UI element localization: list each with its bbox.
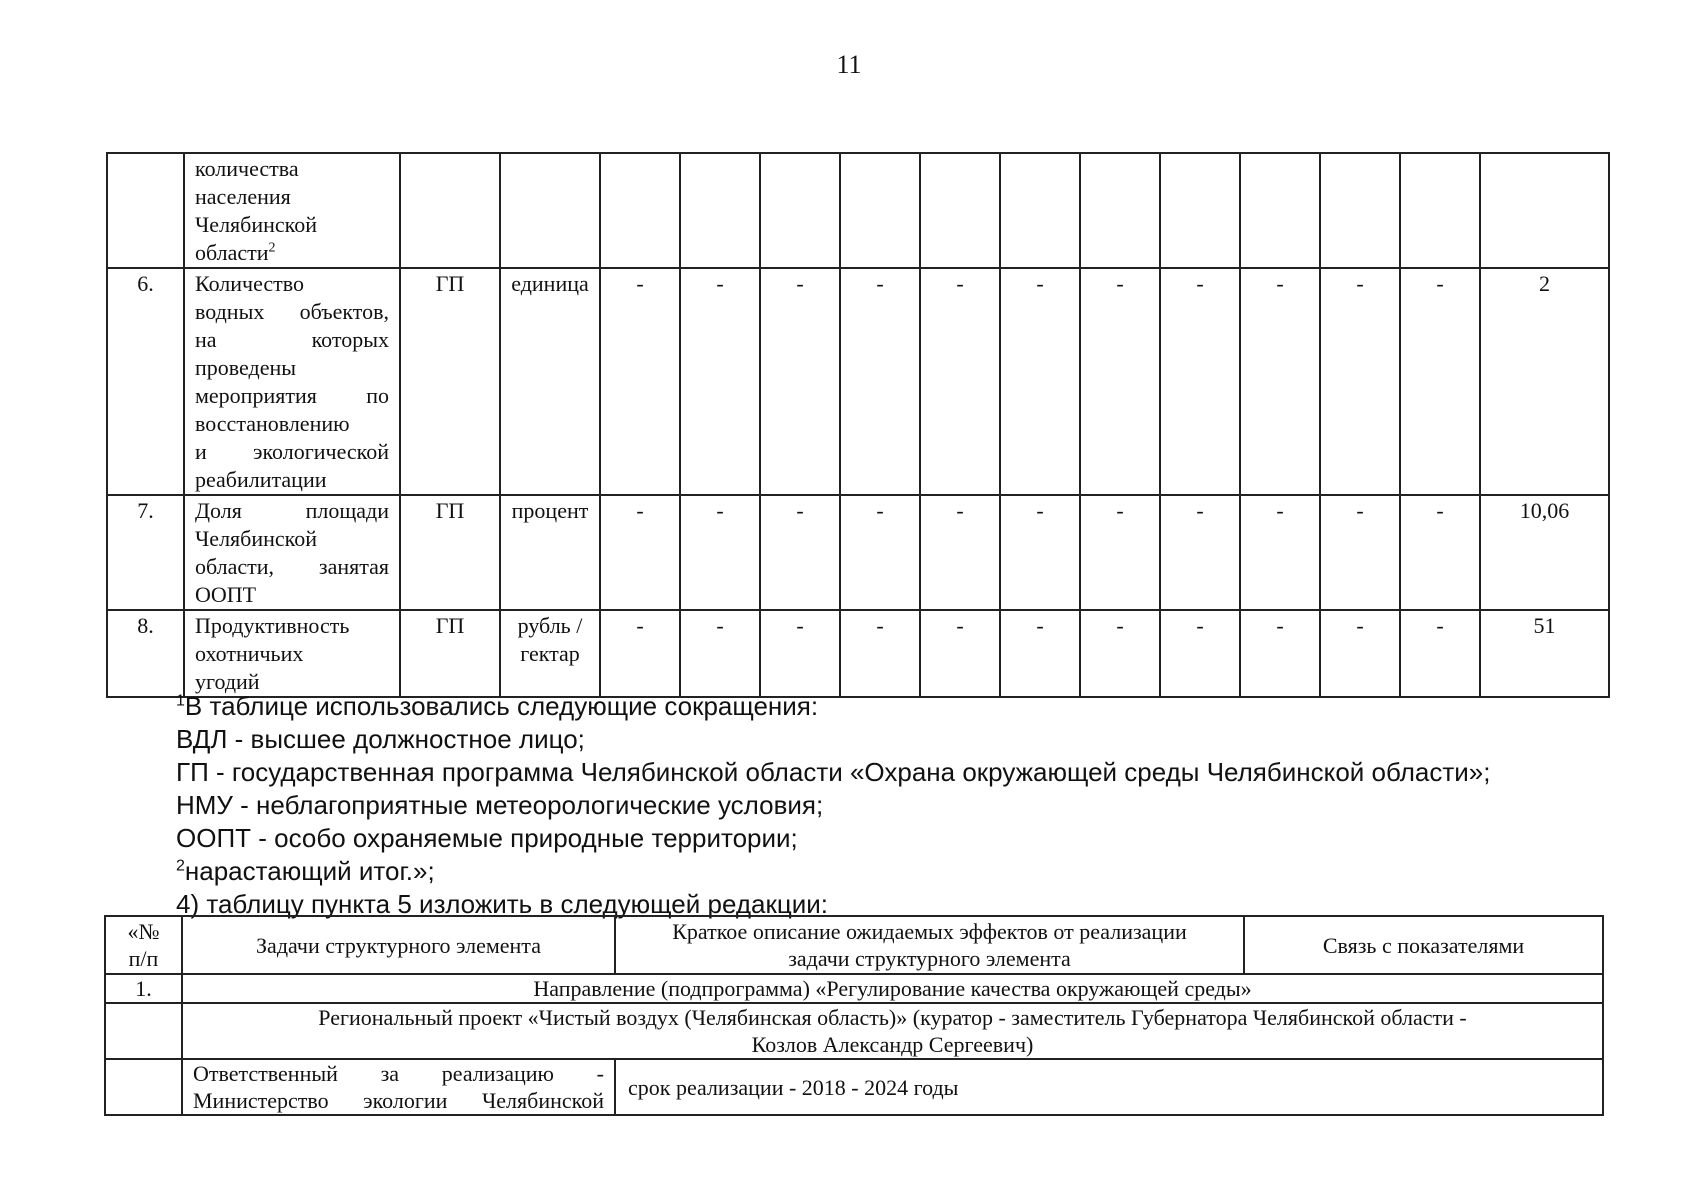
row-number (107, 153, 184, 268)
project-num (105, 1003, 182, 1059)
header-num (105, 916, 182, 974)
footnote-1 (176, 690, 1656, 723)
year-value-cell (1160, 153, 1240, 268)
year-value-cell: - (1400, 268, 1480, 495)
indicators-table (106, 152, 1610, 698)
source-cell: ГП (400, 268, 500, 495)
header-effects (615, 916, 1244, 974)
row-number: 7. (107, 495, 184, 610)
year-value-cell: - (1400, 610, 1480, 697)
item-4: 4) таблицу пункта 5 изложить в следующей редакции: (176, 889, 829, 919)
page-number: 11 (836, 50, 862, 79)
tasks-table (104, 915, 1604, 1116)
year-value-cell (840, 153, 920, 268)
project-text (182, 1003, 1603, 1059)
footnote-1-text: В таблице использовались следующие сокращения: (184, 691, 819, 721)
project-line1: Региональный проект «Чистый воздух (Челябинская область)» (куратор - заместитель Губернатора Челябинской области - (318, 1005, 1467, 1030)
year-value-cell: - (840, 268, 920, 495)
indicator-name-line: охотничьих (195, 641, 304, 666)
unit-cell: процент (500, 495, 600, 610)
responsible-row (105, 1059, 1603, 1115)
footnotes (176, 690, 1656, 921)
footnote-1-mark: 1 (176, 692, 185, 710)
indicator-name-line: реабилитации (195, 467, 327, 492)
indicator-name-line: населения (195, 184, 291, 209)
footnote-2-text: нарастающий итог.»; (184, 856, 435, 886)
year-value-cell: - (600, 610, 680, 697)
year-value-cell: - (840, 495, 920, 610)
source-cell (400, 153, 500, 268)
year-value-cell: - (920, 268, 1000, 495)
source-cell: ГП (400, 610, 500, 697)
year-value-cell (1320, 153, 1400, 268)
year-value-cell: - (1240, 610, 1320, 697)
abbr-vdl: ВДЛ - высшее должностное лицо; (176, 724, 585, 754)
year-value-cell: - (1160, 610, 1240, 697)
abbr-gp: ГП - государственная программа Челябинской области «Охрана окружающей среды Челябинской области»; (176, 757, 1491, 787)
year-value-cell: - (1000, 495, 1080, 610)
header-num-line2: п/п (128, 946, 159, 971)
year-value-cell: - (760, 610, 840, 697)
indicator-name (184, 268, 400, 495)
unit-line: гектар (520, 641, 580, 666)
year-value-cell: - (920, 495, 1000, 610)
indicator-name-line: Продуктивность (195, 613, 350, 638)
year-value-cell: - (600, 268, 680, 495)
tasks-table-header (105, 916, 1603, 974)
footnote-2-mark: 2 (176, 857, 185, 875)
footnote-mark: 2 (268, 240, 276, 256)
unit-line: рубль / (517, 613, 583, 638)
year-value-cell: - (920, 610, 1000, 697)
direction-num: 1. (105, 974, 182, 1003)
year-value-cell: - (1400, 495, 1480, 610)
direction-row (105, 974, 1603, 1003)
year-value-cell: - (760, 495, 840, 610)
year-value-cell (600, 153, 680, 268)
indicator-name-line: ООПТ (195, 582, 257, 607)
year-value-cell: - (840, 610, 920, 697)
indicator-name (184, 610, 400, 697)
year-value-cell (1240, 153, 1320, 268)
table-row (107, 153, 1609, 268)
year-value-cell (760, 153, 840, 268)
year-value-cell: - (680, 268, 760, 495)
year-value-cell: - (1160, 495, 1240, 610)
header-effects-line1: Краткое описание ожидаемых эффектов от реализации (672, 919, 1187, 944)
target-value-cell: 51 (1480, 610, 1609, 697)
target-value-cell: 10,06 (1480, 495, 1609, 610)
year-value-cell: - (760, 268, 840, 495)
year-value-cell: - (1080, 268, 1160, 495)
indicator-name-line: Количество (195, 271, 305, 296)
indicator-name-line: и экологической (195, 439, 389, 464)
year-value-cell: - (1240, 495, 1320, 610)
abbr-oopt: ООПТ - особо охраняемые природные территории; (176, 823, 798, 853)
indicator-name-line: области (195, 240, 269, 265)
header-link: Связь с показателями (1244, 916, 1603, 974)
responsible-left-line2: Министерство экологии Челябинской (193, 1088, 604, 1113)
indicator-name-line: мероприятия по (195, 383, 389, 408)
year-value-cell: - (600, 495, 680, 610)
indicator-name-line: проведены (195, 355, 297, 380)
indicator-name-line: Челябинской (195, 526, 318, 551)
year-value-cell: - (1000, 610, 1080, 697)
table-row (107, 268, 1609, 495)
year-value-cell (1400, 153, 1480, 268)
indicator-name (184, 495, 400, 610)
year-value-cell: - (1160, 268, 1240, 495)
year-value-cell: - (1320, 495, 1400, 610)
year-value-cell (1080, 153, 1160, 268)
direction-text: Направление (подпрограмма) «Регулирование качества окружающей среды» (182, 974, 1603, 1003)
year-value-cell: - (1240, 268, 1320, 495)
indicator-name-line: на которых (195, 327, 389, 352)
responsible-num (105, 1059, 182, 1115)
unit-cell: единица (500, 268, 600, 495)
indicator-name-line: восстановлению (195, 411, 350, 436)
header-num-line1: «№ (127, 919, 160, 944)
responsible-left-line1: Ответственный за реализацию - (193, 1061, 604, 1086)
year-value-cell (920, 153, 1000, 268)
indicator-name-line: угодий (195, 669, 260, 694)
responsible-left (182, 1059, 615, 1115)
row-number: 8. (107, 610, 184, 697)
unit-cell (500, 610, 600, 697)
indicator-name-line: количества (195, 156, 299, 181)
footnote-2 (176, 855, 1656, 888)
responsible-right: срок реализации - 2018 - 2024 годы (615, 1059, 1603, 1115)
header-tasks: Задачи структурного элемента (182, 916, 615, 974)
indicator-name (184, 153, 400, 268)
year-value-cell: - (1000, 268, 1080, 495)
table-row (107, 495, 1609, 610)
year-value-cell: - (1320, 268, 1400, 495)
unit-cell (500, 153, 600, 268)
source-cell: ГП (400, 495, 500, 610)
target-value-cell: 2 (1480, 268, 1609, 495)
project-line2: Козлов Александр Сергеевич) (751, 1032, 1034, 1057)
year-value-cell (680, 153, 760, 268)
indicator-name-line: Челябинской (195, 212, 318, 237)
year-value-cell: - (1080, 495, 1160, 610)
header-effects-line2: задачи структурного элемента (788, 946, 1071, 971)
indicator-name-line: Доля площади (195, 498, 389, 523)
year-value-cell: - (680, 610, 760, 697)
indicator-name-line-wrap (195, 239, 389, 267)
year-value-cell (1000, 153, 1080, 268)
project-row (105, 1003, 1603, 1059)
table-row (107, 610, 1609, 697)
target-value-cell (1480, 153, 1609, 268)
abbr-nmu: НМУ - неблагоприятные метеорологические условия; (176, 790, 824, 820)
row-number: 6. (107, 268, 184, 495)
year-value-cell: - (1080, 610, 1160, 697)
indicator-name-line: области, занятая (195, 554, 389, 579)
year-value-cell: - (1320, 610, 1400, 697)
indicator-name-line: водных объектов, (195, 299, 389, 324)
year-value-cell: - (680, 495, 760, 610)
